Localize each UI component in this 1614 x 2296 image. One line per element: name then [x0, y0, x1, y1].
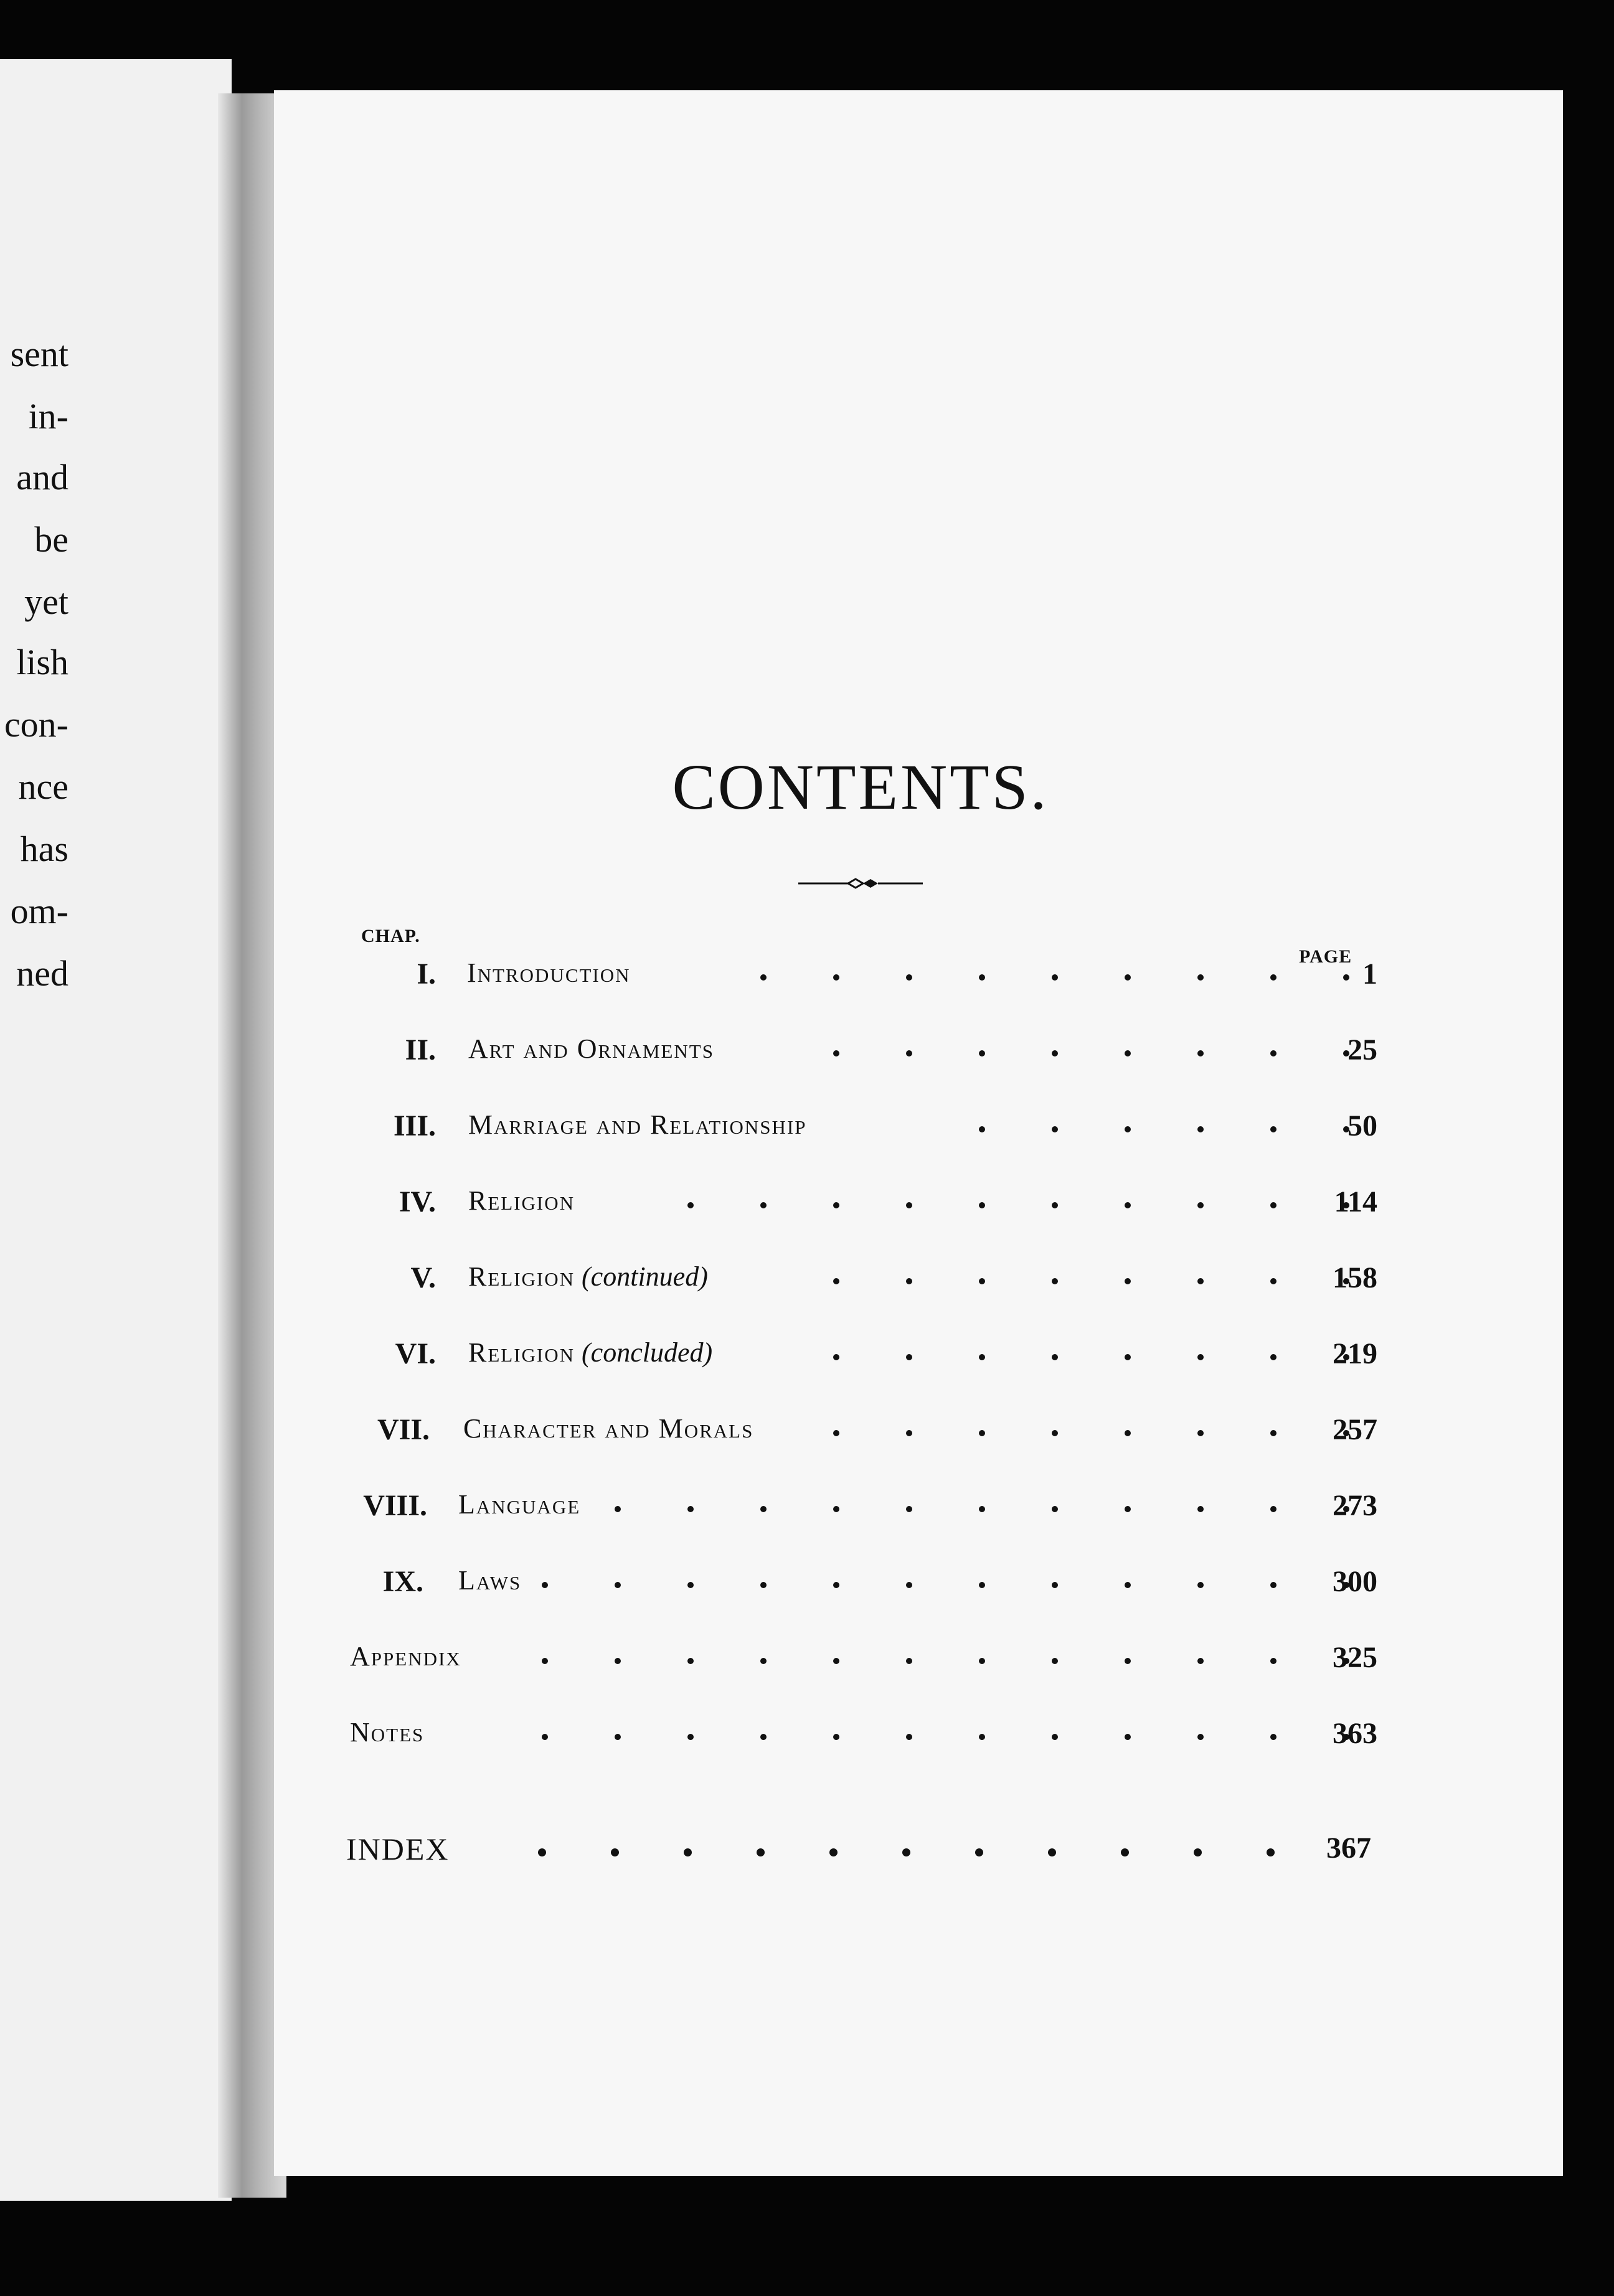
leader-dot — [1125, 1734, 1131, 1740]
left-page-text-fragment: has — [20, 829, 68, 869]
leader-dot — [611, 1848, 619, 1856]
left-page-text-fragment: om- — [10, 891, 68, 931]
leader-dot — [1125, 1430, 1131, 1436]
leader-dot — [979, 1582, 985, 1588]
left-page-text-fragment: sent — [10, 334, 68, 374]
leader-dot — [1052, 1582, 1058, 1588]
contents-entry — [274, 1564, 1563, 1614]
leader-dot — [757, 1848, 765, 1856]
leader-dot — [979, 1506, 985, 1512]
leader-dot — [1125, 1202, 1131, 1208]
leader-dot — [1125, 1658, 1131, 1664]
chapter-number: VII. — [377, 1413, 430, 1446]
leader-dot — [979, 974, 985, 981]
page-number: 158 — [1333, 1261, 1377, 1294]
leader-dot — [906, 1506, 912, 1512]
chapter-title — [468, 1109, 806, 1141]
leader-dot — [1197, 1126, 1204, 1132]
left-page-text-fragment: nce — [18, 766, 68, 807]
chapter-number: II. — [405, 1033, 436, 1066]
chapter-number: IX. — [382, 1565, 423, 1598]
leader-dot — [615, 1506, 621, 1512]
leader-dot — [906, 1278, 912, 1284]
leader-dot — [833, 1202, 839, 1208]
page-number: 300 — [1333, 1565, 1377, 1598]
ornament-divider — [798, 876, 923, 891]
leader-dot — [979, 1354, 985, 1360]
leader-dot — [687, 1506, 694, 1512]
leader-dot — [1125, 1050, 1131, 1056]
chapter-title-text: Religion — [468, 1337, 575, 1368]
left-page-text-fragment: ned — [16, 953, 68, 994]
leader-dot — [833, 1050, 839, 1056]
leader-dot — [979, 1050, 985, 1056]
leader-dot — [1052, 1202, 1058, 1208]
chapter-title — [468, 1185, 575, 1216]
page-column-header: PAGE — [1299, 946, 1352, 967]
leader-dot — [979, 1126, 985, 1132]
chapter-title — [350, 1640, 461, 1672]
leader-dot — [542, 1582, 548, 1588]
leader-dot — [833, 1354, 839, 1360]
chapter-number: VIII. — [363, 1489, 427, 1522]
leader-dot — [833, 1658, 839, 1664]
leader-dot — [1125, 974, 1131, 981]
leader-dot — [975, 1848, 983, 1856]
leader-dot — [1052, 1354, 1058, 1360]
leader-dot — [1125, 1354, 1131, 1360]
contents-entry — [274, 957, 1563, 1007]
leader-dot — [833, 1734, 839, 1740]
chapter-title — [350, 1716, 424, 1748]
contents-entry — [274, 1337, 1563, 1386]
leader-dot — [1197, 974, 1204, 981]
chap-column-header: CHAP. — [361, 926, 420, 946]
page-number: 1 — [1362, 957, 1377, 990]
leader-dot — [687, 1658, 694, 1664]
left-page-text-fragment: in- — [28, 396, 68, 436]
leader-dot — [1125, 1582, 1131, 1588]
left-page-text-fragment: yet — [24, 581, 68, 622]
leader-dot — [979, 1202, 985, 1208]
left-page-text-fragment: con- — [4, 704, 68, 745]
leader-dot — [906, 974, 912, 981]
leader-dot — [1052, 1734, 1058, 1740]
leader-dot — [687, 1202, 694, 1208]
chapter-number: VI. — [395, 1337, 436, 1370]
leader-dot — [1197, 1506, 1204, 1512]
leader-dot — [1052, 1050, 1058, 1056]
page-number: 325 — [1333, 1641, 1377, 1674]
chapter-title — [467, 957, 631, 989]
page-number: 363 — [1333, 1717, 1377, 1750]
chapter-number: IV. — [399, 1185, 436, 1218]
leader-dot — [760, 1582, 767, 1588]
page-number: 50 — [1347, 1109, 1377, 1142]
contents-entry — [274, 1109, 1563, 1159]
leader-dot — [833, 1278, 839, 1284]
leader-dot — [542, 1658, 548, 1664]
leader-dot — [906, 1354, 912, 1360]
leader-dot — [1197, 1354, 1204, 1360]
leader-dot — [1048, 1848, 1056, 1856]
leader-dot — [833, 1430, 839, 1436]
leader-dot — [684, 1848, 692, 1856]
page-number: 114 — [1334, 1185, 1377, 1218]
leader-dot — [906, 1734, 912, 1740]
leader-dot — [1197, 1734, 1204, 1740]
leader-dot — [902, 1848, 910, 1856]
chapter-title-text: Introduction — [467, 957, 631, 988]
chapter-title — [468, 1033, 714, 1065]
contents-entry — [274, 1413, 1563, 1462]
contents-entry — [274, 1261, 1563, 1310]
leader-dot — [906, 1658, 912, 1664]
leader-dot — [906, 1050, 912, 1056]
chapter-title-text: Laws — [458, 1565, 522, 1596]
leader-dot — [979, 1658, 985, 1664]
page-number: 273 — [1333, 1489, 1377, 1522]
leader-dot — [906, 1582, 912, 1588]
index-entry — [274, 1831, 1563, 1881]
leader-dot — [833, 1506, 839, 1512]
left-page-text-fragment: and — [16, 457, 68, 497]
chapter-title — [458, 1564, 521, 1596]
leader-dot — [1052, 974, 1058, 981]
chapter-title — [468, 1337, 712, 1368]
leader-dot — [906, 1202, 912, 1208]
page-number: 367 — [1326, 1832, 1371, 1865]
leader-dot — [1052, 1430, 1058, 1436]
chapter-number: I. — [417, 957, 436, 990]
leader-dot — [1197, 1050, 1204, 1056]
chapter-title-text: Religion — [468, 1261, 575, 1292]
leader-dot — [760, 1202, 767, 1208]
chapter-title-text: Appendix — [350, 1641, 461, 1672]
leader-dot — [760, 1734, 767, 1740]
leader-dot — [615, 1658, 621, 1664]
leader-dot — [687, 1734, 694, 1740]
leader-dot — [1125, 1506, 1131, 1512]
leader-dot — [538, 1848, 546, 1856]
page-title: CONTENTS. — [672, 751, 1049, 823]
leader-dot — [1197, 1202, 1204, 1208]
left-page — [0, 59, 232, 2201]
leader-dot — [1052, 1658, 1058, 1664]
leader-dot — [687, 1582, 694, 1588]
contents-entry — [274, 1033, 1563, 1083]
chapter-title-text: Marriage and Relationship — [468, 1109, 807, 1140]
chapter-title — [458, 1489, 580, 1520]
chapter-number: V. — [410, 1261, 436, 1294]
leader-dot — [906, 1430, 912, 1436]
chapter-title-text: Language — [458, 1489, 581, 1520]
leader-dot — [760, 1506, 767, 1512]
leader-dot — [833, 1582, 839, 1588]
leader-dot — [760, 1658, 767, 1664]
leader-dot — [1197, 1278, 1204, 1284]
leader-dot — [1194, 1848, 1202, 1856]
chapter-title — [463, 1413, 753, 1444]
contents-entry — [274, 1185, 1563, 1235]
leader-dot — [760, 974, 767, 981]
chapter-title-text: Notes — [350, 1717, 425, 1748]
chapter-number: III. — [393, 1109, 436, 1142]
contents-entry — [274, 1640, 1563, 1690]
leader-dot — [542, 1734, 548, 1740]
leader-dot — [1121, 1848, 1129, 1856]
leader-dot — [1052, 1278, 1058, 1284]
page-number: 257 — [1333, 1413, 1377, 1446]
leader-dot — [1052, 1126, 1058, 1132]
contents-entry — [274, 1716, 1563, 1766]
chapter-title-text: Character and Morals — [463, 1413, 754, 1444]
page-number: 219 — [1333, 1337, 1377, 1370]
page-number: 25 — [1347, 1033, 1377, 1066]
leader-dot — [979, 1430, 985, 1436]
leader-dot — [833, 974, 839, 981]
contents-entry — [274, 1489, 1563, 1538]
left-page-text-fragment: be — [34, 519, 68, 560]
chapter-title-text: Religion — [468, 1185, 575, 1216]
chapter-title-text: Art and Ornaments — [468, 1033, 714, 1064]
chapter-title-note: (concluded) — [575, 1337, 713, 1368]
leader-dot — [979, 1278, 985, 1284]
chapter-title-note: (continued) — [575, 1261, 708, 1292]
leader-dot — [1125, 1278, 1131, 1284]
leader-dot — [979, 1734, 985, 1740]
leader-dot — [1197, 1658, 1204, 1664]
leader-dot — [829, 1848, 838, 1856]
leader-dot — [1125, 1126, 1131, 1132]
leader-dot — [1197, 1582, 1204, 1588]
leader-dot — [1052, 1506, 1058, 1512]
leader-dot — [615, 1582, 621, 1588]
chapter-title — [468, 1261, 708, 1292]
leader-dot — [1197, 1430, 1204, 1436]
leader-dot — [615, 1734, 621, 1740]
contents-page — [274, 90, 1563, 2176]
index-title: INDEX — [346, 1832, 450, 1866]
left-page-text-fragment: lish — [16, 642, 68, 682]
